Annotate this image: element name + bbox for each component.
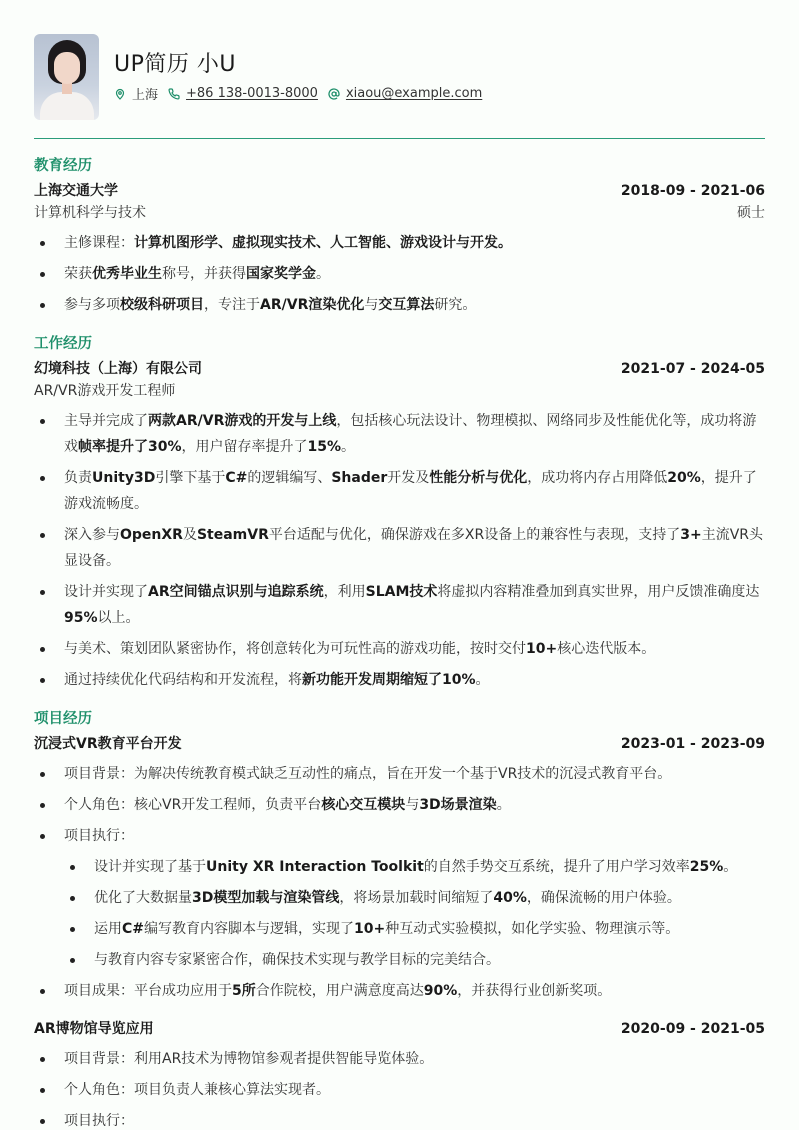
email <box>328 86 482 101</box>
project-exec-bullets <box>64 854 765 973</box>
contact-info <box>114 84 492 103</box>
list-item: 个人角色：项目负责人兼核心算法实现者。 <box>34 1077 765 1103</box>
school-name: 上海交通大学 <box>34 183 118 199</box>
major: 计算机科学与技术 <box>34 205 146 221</box>
list-item: 设计并实现了基于Unity XR Interaction Toolkit的自然手势交互系统，提升了用户学习效率25%。 <box>64 854 765 880</box>
list-item: 与美术、策划团队紧密协作，将创意转化为可玩性高的游戏功能，按时交付10+核心迭代版本。 <box>34 636 765 662</box>
degree: 硕士 <box>737 205 765 221</box>
section-title: 教育经历 <box>34 158 92 174</box>
projects-section <box>34 709 765 1130</box>
avatar <box>34 34 99 120</box>
project-bullets <box>34 1046 765 1130</box>
project-name: 沉浸式VR教育平台开发 <box>34 736 182 752</box>
list-item: 通过持续优化代码结构和开发流程，将新功能开发周期缩短了10%。 <box>34 667 765 693</box>
phone-icon <box>168 88 180 100</box>
education-date: 2018-09 - 2021-06 <box>620 183 765 199</box>
section-title: 工作经历 <box>34 336 92 352</box>
location-pin-icon <box>114 88 126 100</box>
location: 上海 <box>114 84 158 103</box>
list-item: 主导并完成了两款AR/VR游戏的开发与上线，包括核心玩法设计、物理模拟、网络同步及性能优化等，成功将游戏帧率提升了30%，用户留存率提升了15%。 <box>34 408 765 460</box>
list-item: 参与多项校级科研项目，专注于AR/VR渲染优化与交互算法研究。 <box>34 292 765 318</box>
list-item: 项目执行： 设计并实现了基于Unity XR Interaction Toolkit的自然手势交互系统，提升了用户学习效率25%。 优化了大数据量3D模型加载与渲染管线，将场景加载时间缩短了40%，确保流畅的用户体验。 运用C#编写教育内容脚本与逻辑，实现了10+种互动式实验模拟，如化学实验、物理演示等。 与教育内容专家紧密合作，确保技术实现与教学目标的完美结合。 <box>34 823 765 973</box>
list-item: 深入参与OpenXR及SteamVR平台适配与优化，确保游戏在多XR设备上的兼容性与表现，支持了3+主流VR头显设备。 <box>34 522 765 574</box>
phone-link[interactable]: +86 138-0013-8000 <box>186 86 318 101</box>
company-name: 幻境科技（上海）有限公司 <box>34 361 202 377</box>
work-section <box>34 334 765 693</box>
section-title: 项目经历 <box>34 711 92 727</box>
list-item: 项目执行： <box>34 1108 765 1130</box>
education-bullets <box>34 230 765 318</box>
list-item: 与教育内容专家紧密合作，确保技术实现与教学目标的完美结合。 <box>64 947 765 973</box>
at-sign-icon <box>328 88 340 100</box>
email-link[interactable]: xiaou@example.com <box>345 86 483 101</box>
list-item: 个人角色：核心VR开发工程师，负责平台核心交互模块与3D场景渲染。 <box>34 792 765 818</box>
list-item: 项目背景：为解决传统教育模式缺乏互动性的痛点，旨在开发一个基于VR技术的沉浸式教育平台。 <box>34 761 765 787</box>
work-bullets <box>34 408 765 693</box>
project-date: 2020-09 - 2021-05 <box>620 1021 765 1037</box>
project-bullets <box>34 761 765 1004</box>
list-item: 项目背景：利用AR技术为博物馆参观者提供智能导览体验。 <box>34 1046 765 1072</box>
list-item: 主修课程：计算机图形学、虚拟现实技术、人工智能、游戏设计与开发。 <box>34 230 765 256</box>
work-date: 2021-07 - 2024-05 <box>620 361 765 377</box>
phone <box>168 86 318 101</box>
list-item: 荣获优秀毕业生称号，并获得国家奖学金。 <box>34 261 765 287</box>
list-item: 负责Unity3D引擎下基于C#的逻辑编写、Shader开发及性能分析与优化，成功将内存占用降低20%，提升了游戏流畅度。 <box>34 465 765 517</box>
education-section <box>34 156 765 318</box>
list-item: 优化了大数据量3D模型加载与渲染管线，将场景加载时间缩短了40%，确保流畅的用户体验。 <box>64 885 765 911</box>
project-date: 2023-01 - 2023-09 <box>620 736 765 752</box>
job-role: AR/VR游戏开发工程师 <box>34 383 176 399</box>
project-name: AR博物馆导览应用 <box>34 1021 154 1037</box>
candidate-name: UP简历 小U <box>114 52 236 77</box>
header-divider <box>34 138 765 139</box>
list-item: 项目成果：平台成功应用于5所合作院校，用户满意度高达90%，并获得行业创新奖项。 <box>34 978 765 1004</box>
list-item: 设计并实现了AR空间锚点识别与追踪系统，利用SLAM技术将虚拟内容精准叠加到真实世界，用户反馈准确度达95%以上。 <box>34 579 765 631</box>
list-item: 运用C#编写教育内容脚本与逻辑，实现了10+种互动式实验模拟，如化学实验、物理演示等。 <box>64 916 765 942</box>
resume-header <box>34 34 765 120</box>
